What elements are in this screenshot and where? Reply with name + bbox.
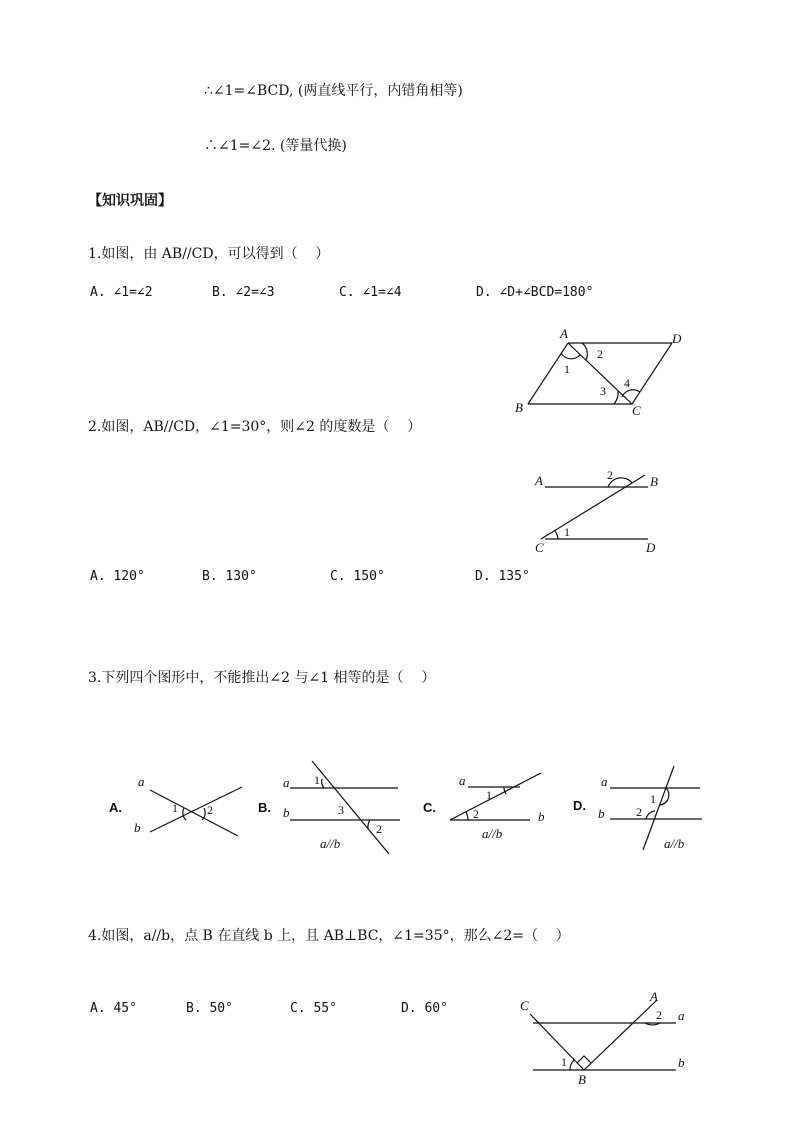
- q2-option-c: C. 150°: [330, 569, 385, 584]
- q3-b-line-b: b: [283, 805, 290, 820]
- q2-option-b: B. 130°: [202, 569, 257, 584]
- q3-figure-b: [290, 761, 400, 854]
- q3-a-angle-1: 1: [172, 801, 178, 815]
- q3-c-angle-2: 2: [473, 807, 479, 821]
- q4-label-B: B: [578, 1072, 586, 1087]
- q4-option-d: D. 60°: [401, 1001, 448, 1016]
- q3-d-line-b: b: [598, 806, 605, 821]
- proof-line-2: ∴∠1=∠2. (等量代换): [204, 138, 347, 154]
- q4-label-a: a: [678, 1008, 685, 1023]
- q3-c-line-a: a: [459, 773, 466, 788]
- q3-d-angle-2: 2: [636, 805, 642, 819]
- q4-option-b: B. 50°: [186, 1001, 233, 1016]
- q3-stem: 3.下列四个图形中，不能推出∠2 与∠1 相等的是（ ）: [88, 670, 436, 686]
- q4-label-A: A: [650, 989, 658, 1004]
- q3-d-line-a: a: [601, 774, 608, 789]
- q3-b-line-a: a: [283, 775, 290, 790]
- q4-label-b: b: [678, 1055, 685, 1070]
- q2-label-D: D: [646, 540, 656, 555]
- q3-figure-a: [150, 787, 242, 836]
- q1-angle-4: 4: [624, 376, 630, 390]
- q3-a-letter: A.: [109, 800, 122, 815]
- q3-a-line-a: a: [138, 774, 145, 789]
- q4-figure: [530, 1000, 676, 1070]
- q3-c-caption: a//b: [482, 826, 503, 841]
- q4-angle-2: 2: [656, 1008, 662, 1022]
- q3-b-angle-2: 2: [376, 822, 382, 836]
- q2-angle-2: 2: [607, 468, 613, 482]
- q3-a-line-b: b: [134, 820, 141, 835]
- q2-label-C: C: [535, 540, 544, 555]
- q3-b-letter: B.: [258, 800, 271, 815]
- q3-d-angle-1: 1: [650, 792, 656, 806]
- q2-label-A: A: [535, 473, 543, 488]
- q1-angle-2: 2: [597, 347, 603, 361]
- q2-stem: 2.如图，AB//CD，∠1=30°，则∠2 的度数是（ ）: [88, 419, 422, 435]
- q4-option-c: C. 55°: [290, 1001, 337, 1016]
- q2-label-B: B: [650, 474, 658, 489]
- q3-b-angle-1: 1: [314, 773, 320, 787]
- q3-c-angle-1: 1: [486, 788, 492, 802]
- q2-option-d: D. 135°: [475, 569, 530, 584]
- q4-angle-1: 1: [561, 1055, 567, 1069]
- q3-a-angle-2: 2: [207, 803, 213, 817]
- q2-angle-1: 1: [564, 525, 570, 539]
- q2-figure: [541, 475, 648, 539]
- q1-option-d: D. ∠D+∠BCD=180°: [476, 285, 594, 300]
- q1-stem: 1.如图，由 AB//CD，可以得到（ ）: [88, 246, 330, 262]
- section-title: 【知识巩固】: [88, 193, 172, 209]
- q2-option-a: A. 120°: [90, 569, 145, 584]
- q4-option-a: A. 45°: [90, 1001, 137, 1016]
- q3-d-letter: D.: [573, 798, 586, 813]
- q3-figure-d: [610, 766, 702, 850]
- q3-c-letter: C.: [423, 800, 436, 815]
- q3-d-caption: a//b: [664, 836, 685, 851]
- q1-label-A: A: [560, 326, 568, 341]
- q1-label-B: B: [515, 400, 523, 415]
- q4-label-C: C: [520, 998, 529, 1013]
- q1-option-b: B. ∠2=∠3: [212, 285, 275, 300]
- q4-stem: 4.如图，a//b，点 B 在直线 b 上，且 AB⊥BC，∠1=35°，那么∠2=（ ）: [88, 928, 570, 944]
- q1-label-C: C: [632, 403, 641, 418]
- q3-c-line-b: b: [538, 809, 545, 824]
- q1-option-c: C. ∠1=∠4: [339, 285, 402, 300]
- q1-label-D: D: [672, 331, 682, 346]
- q3-b-angle-3: 3: [338, 803, 344, 817]
- q1-angle-3: 3: [600, 384, 606, 398]
- q1-angle-1: 1: [564, 362, 570, 376]
- q3-b-caption: a//b: [320, 836, 341, 851]
- proof-line-1: ∴∠1=∠BCD, (两直线平行，内错角相等): [204, 83, 463, 99]
- q1-option-a: A. ∠1=∠2: [90, 285, 153, 300]
